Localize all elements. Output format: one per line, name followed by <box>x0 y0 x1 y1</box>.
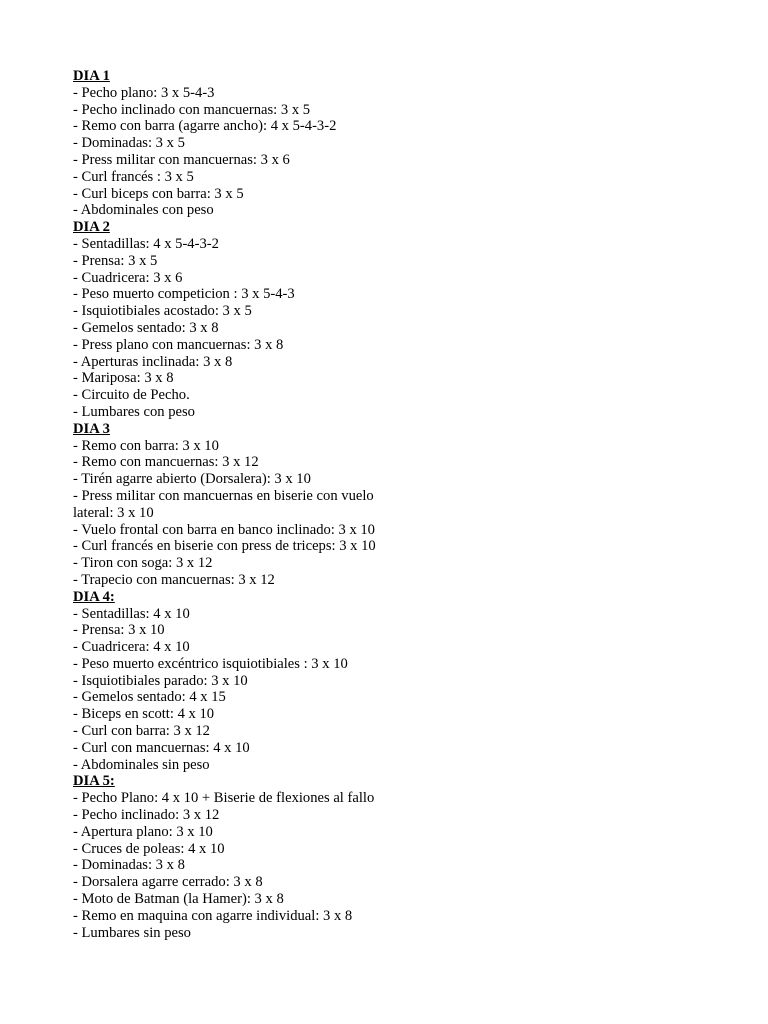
exercise-item: - Curl francés : 3 x 5 <box>73 168 194 185</box>
exercise-item: - Sentadillas: 4 x 10 <box>73 605 190 622</box>
exercise-item: - Trapecio con mancuernas: 3 x 12 <box>73 571 275 588</box>
exercise-item: - Apertura plano: 3 x 10 <box>73 823 213 840</box>
exercise-item: - Curl biceps con barra: 3 x 5 <box>73 185 244 202</box>
exercise-item: - Curl con barra: 3 x 12 <box>73 723 210 740</box>
exercise-item: - Remo con barra (agarre ancho): 4 x 5-4-3-2 <box>73 118 337 135</box>
exercise-item: - Remo con mancuernas: 3 x 12 <box>73 454 259 471</box>
day-heading: DIA 3 <box>73 420 110 437</box>
exercise-item: - Abdominales sin peso <box>73 756 210 773</box>
exercise-item: - Curl con mancuernas: 4 x 10 <box>73 739 250 756</box>
day-heading: DIA 5: <box>73 773 115 790</box>
day-heading: DIA 1 <box>73 68 110 84</box>
day-section-2 <box>73 219 713 421</box>
exercise-item: - Mariposa: 3 x 8 <box>73 370 174 387</box>
day-section-3 <box>73 421 713 589</box>
exercise-item: - Peso muerto competicion : 3 x 5-4-3 <box>73 286 295 303</box>
exercise-item: - Prensa: 3 x 10 <box>73 622 165 639</box>
exercise-item: - Sentadillas: 4 x 5-4-3-2 <box>73 235 219 252</box>
exercise-item: - Pecho plano: 3 x 5-4-3 <box>73 84 215 101</box>
exercise-item: - Isquiotibiales acostado: 3 x 5 <box>73 303 252 320</box>
exercise-item: - Tirén agarre abierto (Dorsalera): 3 x 10 <box>73 471 311 488</box>
exercise-item: - Vuelo frontal con barra en banco inclinado: 3 x 10 <box>73 521 375 538</box>
exercise-item: - Pecho inclinado con mancuernas: 3 x 5 <box>73 101 311 118</box>
exercise-item: - Aperturas inclinada: 3 x 8 <box>73 353 233 370</box>
exercise-item: - Cruces de poleas: 4 x 10 <box>73 840 225 857</box>
exercise-item: - Biceps en scott: 4 x 10 <box>73 706 215 723</box>
exercise-item: - Press plano con mancuernas: 3 x 8 <box>73 336 284 353</box>
exercise-item: - Tiron con soga: 3 x 12 <box>73 555 213 572</box>
exercise-item: - Remo en maquina con agarre individual: 3 x 8 <box>73 907 353 924</box>
exercise-item: - Isquiotibiales parado: 3 x 10 <box>73 672 248 689</box>
exercise-item: - Press militar con mancuernas: 3 x 6 <box>73 151 290 168</box>
exercise-item: - Dorsalera agarre cerrado: 3 x 8 <box>73 874 263 891</box>
exercise-item: - Circuito de Pecho. <box>73 387 190 404</box>
exercise-item: - Dominadas: 3 x 5 <box>73 135 185 152</box>
exercise-item: - Gemelos sentado: 4 x 15 <box>73 689 226 706</box>
exercise-item: - Gemelos sentado: 3 x 8 <box>73 319 219 336</box>
exercise-item: - Cuadricera: 3 x 6 <box>73 269 183 286</box>
exercise-item: - Pecho inclinado: 3 x 12 <box>73 807 220 824</box>
exercise-item: - Abdominales con peso <box>73 202 214 219</box>
exercise-item: - Prensa: 3 x 5 <box>73 252 158 269</box>
exercise-item: - Moto de Batman (la Hamer): 3 x 8 <box>73 891 284 908</box>
exercise-item: - Peso muerto excéntrico isquiotibiales : 3 x 10 <box>73 655 348 672</box>
exercise-item: - Lumbares sin peso <box>73 924 191 941</box>
day-heading: DIA 4: <box>73 588 115 605</box>
exercise-item: - Cuadricera: 4 x 10 <box>73 639 190 656</box>
exercise-item: - Curl francés en biserie con press de triceps: 3 x 10 <box>73 538 376 555</box>
day-section-4 <box>73 589 713 774</box>
document-page <box>73 68 713 941</box>
exercise-item: - Dominadas: 3 x 8 <box>73 857 185 874</box>
exercise-item-continuation: lateral: 3 x 10 <box>73 504 154 521</box>
day-section-5 <box>73 773 713 941</box>
day-heading: DIA 2 <box>73 219 110 236</box>
exercise-item: - Pecho Plano: 4 x 10 + Biserie de flexiones al fallo <box>73 790 375 807</box>
day-section-1 <box>73 68 713 219</box>
exercise-item: - Press militar con mancuernas en biserie con vuelo <box>73 487 374 504</box>
exercise-item: - Remo con barra: 3 x 10 <box>73 437 219 454</box>
exercise-item: - Lumbares con peso <box>73 403 195 420</box>
